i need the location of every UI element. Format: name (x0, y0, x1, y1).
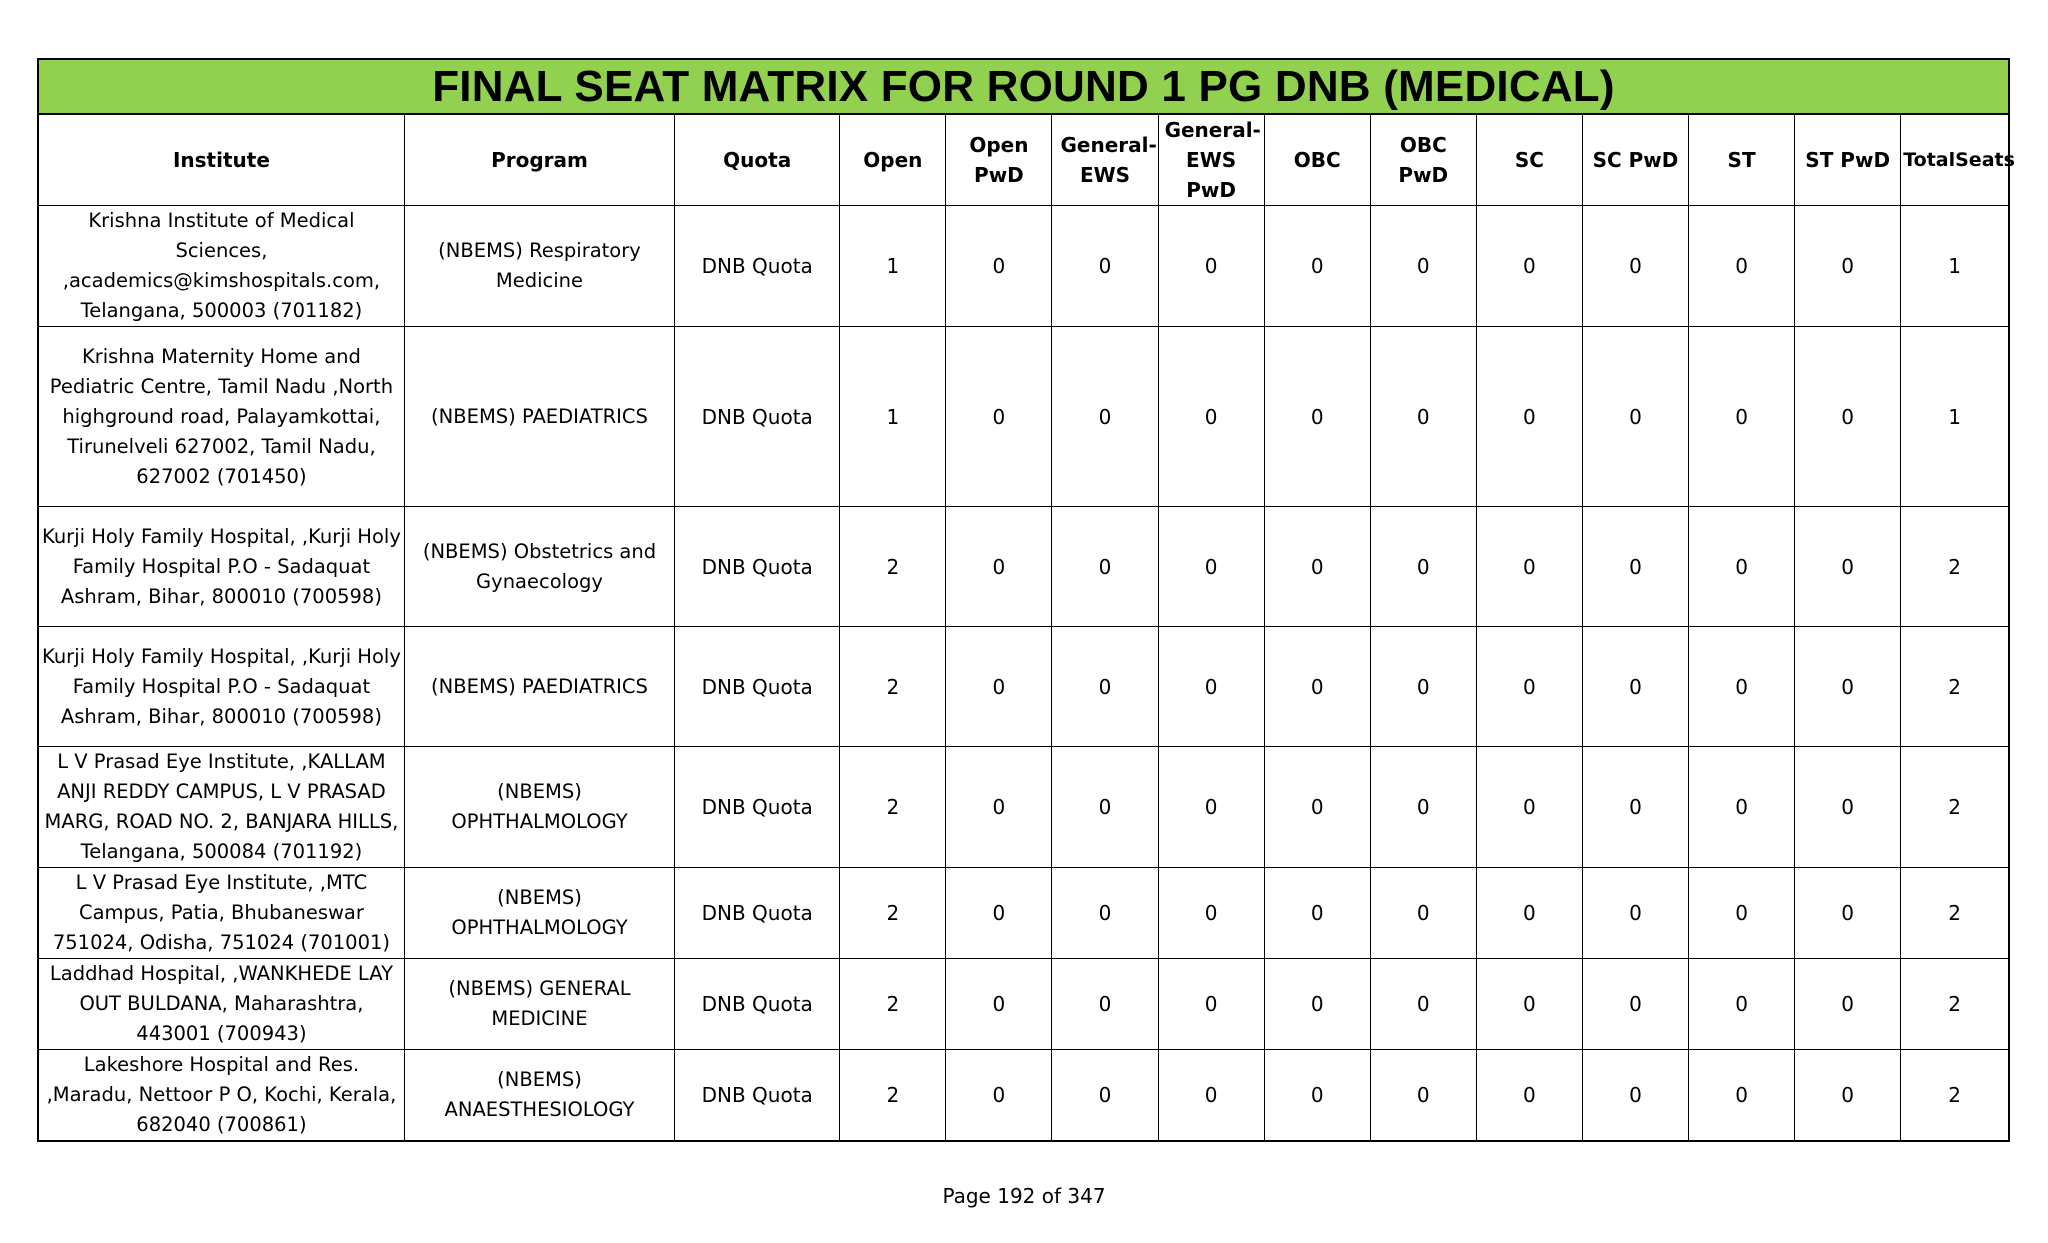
sc-pwd-cell: 0 (1582, 747, 1688, 868)
col-header-program: Program (404, 115, 674, 206)
open-pwd-cell: 0 (946, 507, 1052, 627)
total-seats-cell: 2 (1901, 959, 2008, 1050)
program-cell: (NBEMS) PAEDIATRICS (404, 627, 674, 747)
general-ews-cell: 0 (1052, 627, 1158, 747)
obc-cell: 0 (1264, 868, 1370, 959)
total-seats-cell: 2 (1901, 747, 2008, 868)
sc-cell: 0 (1476, 1050, 1582, 1141)
obc-pwd-cell: 0 (1370, 627, 1476, 747)
st-cell: 0 (1689, 627, 1795, 747)
seat-matrix-sheet (37, 58, 2015, 1142)
st-cell: 0 (1689, 747, 1795, 868)
table-row (39, 959, 2008, 1050)
open-cell: 2 (840, 627, 946, 747)
table-row (39, 507, 2008, 627)
st-pwd-cell: 0 (1795, 206, 1901, 327)
quota-cell: DNB Quota (675, 206, 840, 327)
open-cell: 2 (840, 747, 946, 868)
sc-cell: 0 (1476, 747, 1582, 868)
quota-cell: DNB Quota (675, 507, 840, 627)
st-cell: 0 (1689, 1050, 1795, 1141)
quota-cell: DNB Quota (675, 1050, 840, 1141)
quota-cell: DNB Quota (675, 327, 840, 507)
table-row (39, 1050, 2008, 1141)
col-header-sc: SC (1476, 115, 1582, 206)
open-cell: 2 (840, 507, 946, 627)
general-ews-pwd-cell: 0 (1158, 206, 1264, 327)
quota-cell: DNB Quota (675, 747, 840, 868)
institute-cell: Krishna Institute of Medical Sciences, ,academics@kimshospitals.com, Telangana, 500003 (701182) (39, 206, 404, 327)
obc-cell: 0 (1264, 959, 1370, 1050)
st-cell: 0 (1689, 206, 1795, 327)
total-seats-cell: 1 (1901, 206, 2008, 327)
general-ews-pwd-cell: 0 (1158, 1050, 1264, 1141)
st-pwd-cell: 0 (1795, 868, 1901, 959)
open-pwd-cell: 0 (946, 959, 1052, 1050)
open-pwd-cell: 0 (946, 1050, 1052, 1141)
institute-cell: L V Prasad Eye Institute, ,KALLAM ANJI REDDY CAMPUS, L V PRASAD MARG, ROAD NO. 2, BANJARA HILLS, Telangana, 500084 (701192) (39, 747, 404, 868)
institute-cell: Kurji Holy Family Hospital, ,Kurji Holy Family Hospital P.O - Sadaquat Ashram, Bihar, 800010 (700598) (39, 507, 404, 627)
obc-cell: 0 (1264, 327, 1370, 507)
quota-cell: DNB Quota (675, 868, 840, 959)
general-ews-pwd-cell: 0 (1158, 959, 1264, 1050)
col-header-general-ews: General-EWS (1052, 115, 1158, 206)
sc-cell: 0 (1476, 327, 1582, 507)
col-header-open-pwd: Open PwD (946, 115, 1052, 206)
open-cell: 2 (840, 1050, 946, 1141)
sc-cell: 0 (1476, 507, 1582, 627)
sc-pwd-cell: 0 (1582, 507, 1688, 627)
sc-pwd-cell: 0 (1582, 868, 1688, 959)
general-ews-cell: 0 (1052, 747, 1158, 868)
sc-cell: 0 (1476, 959, 1582, 1050)
page-number: Page 192 of 347 (942, 1184, 1106, 1208)
col-header-obc-pwd: OBC PwD (1370, 115, 1476, 206)
quota-cell: DNB Quota (675, 627, 840, 747)
st-cell: 0 (1689, 959, 1795, 1050)
obc-pwd-cell: 0 (1370, 507, 1476, 627)
sc-pwd-cell: 0 (1582, 959, 1688, 1050)
col-header-general-ews-pwd: General-EWS PwD (1158, 115, 1264, 206)
total-seats-cell: 1 (1901, 327, 2008, 507)
institute-cell: Lakeshore Hospital and Res. ,Maradu, Nettoor P O, Kochi, Kerala, 682040 (700861) (39, 1050, 404, 1141)
general-ews-cell: 0 (1052, 327, 1158, 507)
open-cell: 2 (840, 959, 946, 1050)
quota-cell: DNB Quota (675, 959, 840, 1050)
general-ews-pwd-cell: 0 (1158, 747, 1264, 868)
open-cell: 2 (840, 868, 946, 959)
institute-cell: L V Prasad Eye Institute, ,MTC Campus, Patia, Bhubaneswar 751024, Odisha, 751024 (701001) (39, 868, 404, 959)
general-ews-cell: 0 (1052, 507, 1158, 627)
program-cell: (NBEMS) OPHTHALMOLOGY (404, 747, 674, 868)
total-seats-cell: 2 (1901, 627, 2008, 747)
sc-pwd-cell: 0 (1582, 1050, 1688, 1141)
sc-cell: 0 (1476, 627, 1582, 747)
sc-cell: 0 (1476, 868, 1582, 959)
institute-cell: Krishna Maternity Home and Pediatric Centre, Tamil Nadu ,North highground road, Palayamkottai, Tirunelveli 627002, Tamil Nadu, 627002 (701450) (39, 327, 404, 507)
obc-cell: 0 (1264, 1050, 1370, 1141)
seat-matrix-table (39, 115, 2015, 1140)
col-header-sc-pwd: SC PwD (1582, 115, 1688, 206)
general-ews-cell: 0 (1052, 1050, 1158, 1141)
open-pwd-cell: 0 (946, 627, 1052, 747)
sc-cell: 0 (1476, 206, 1582, 327)
program-cell: (NBEMS) PAEDIATRICS (404, 327, 674, 507)
program-cell: (NBEMS) Respiratory Medicine (404, 206, 674, 327)
program-cell: (NBEMS) ANAESTHESIOLOGY (404, 1050, 674, 1141)
col-header-open: Open (840, 115, 946, 206)
page-title: FINAL SEAT MATRIX FOR ROUND 1 PG DNB (MEDICAL) (39, 60, 2008, 115)
col-header-st-pwd: ST PwD (1795, 115, 1901, 206)
open-cell: 1 (840, 206, 946, 327)
obc-pwd-cell: 0 (1370, 1050, 1476, 1141)
total-seats-cell: 2 (1901, 507, 2008, 627)
st-pwd-cell: 0 (1795, 507, 1901, 627)
st-pwd-cell: 0 (1795, 327, 1901, 507)
st-cell: 0 (1689, 868, 1795, 959)
institute-cell: Laddhad Hospital, ,WANKHEDE LAY OUT BULDANA, Maharashtra, 443001 (700943) (39, 959, 404, 1050)
table-row (39, 206, 2008, 327)
table-row (39, 747, 2008, 868)
table-row (39, 627, 2008, 747)
obc-pwd-cell: 0 (1370, 959, 1476, 1050)
st-pwd-cell: 0 (1795, 627, 1901, 747)
table-row (39, 868, 2008, 959)
st-pwd-cell: 0 (1795, 959, 1901, 1050)
general-ews-cell: 0 (1052, 959, 1158, 1050)
col-header-obc: OBC (1264, 115, 1370, 206)
program-cell: (NBEMS) GENERAL MEDICINE (404, 959, 674, 1050)
open-pwd-cell: 0 (946, 868, 1052, 959)
obc-pwd-cell: 0 (1370, 327, 1476, 507)
obc-cell: 0 (1264, 206, 1370, 327)
st-cell: 0 (1689, 507, 1795, 627)
table-body (39, 206, 2008, 1141)
col-header-st: ST (1689, 115, 1795, 206)
st-pwd-cell: 0 (1795, 747, 1901, 868)
total-seats-cell: 2 (1901, 868, 2008, 959)
general-ews-cell: 0 (1052, 868, 1158, 959)
open-pwd-cell: 0 (946, 206, 1052, 327)
col-header-quota: Quota (675, 115, 840, 206)
header-row (39, 115, 2008, 206)
obc-cell: 0 (1264, 627, 1370, 747)
general-ews-pwd-cell: 0 (1158, 868, 1264, 959)
open-pwd-cell: 0 (946, 327, 1052, 507)
obc-cell: 0 (1264, 507, 1370, 627)
institute-cell: Kurji Holy Family Hospital, ,Kurji Holy Family Hospital P.O - Sadaquat Ashram, Bihar, 800010 (700598) (39, 627, 404, 747)
sc-pwd-cell: 0 (1582, 327, 1688, 507)
obc-pwd-cell: 0 (1370, 206, 1476, 327)
general-ews-pwd-cell: 0 (1158, 507, 1264, 627)
table-row (39, 327, 2008, 507)
open-pwd-cell: 0 (946, 747, 1052, 868)
total-seats-cell: 2 (1901, 1050, 2008, 1141)
general-ews-pwd-cell: 0 (1158, 627, 1264, 747)
open-cell: 1 (840, 327, 946, 507)
obc-pwd-cell: 0 (1370, 747, 1476, 868)
program-cell: (NBEMS) Obstetrics and Gynaecology (404, 507, 674, 627)
program-cell: (NBEMS) OPHTHALMOLOGY (404, 868, 674, 959)
col-header-total-seats: TotalSeats (1901, 115, 2008, 206)
general-ews-cell: 0 (1052, 206, 1158, 327)
st-pwd-cell: 0 (1795, 1050, 1901, 1141)
obc-pwd-cell: 0 (1370, 868, 1476, 959)
st-cell: 0 (1689, 327, 1795, 507)
obc-cell: 0 (1264, 747, 1370, 868)
sc-pwd-cell: 0 (1582, 627, 1688, 747)
col-header-institute: Institute (39, 115, 404, 206)
sc-pwd-cell: 0 (1582, 206, 1688, 327)
general-ews-pwd-cell: 0 (1158, 327, 1264, 507)
